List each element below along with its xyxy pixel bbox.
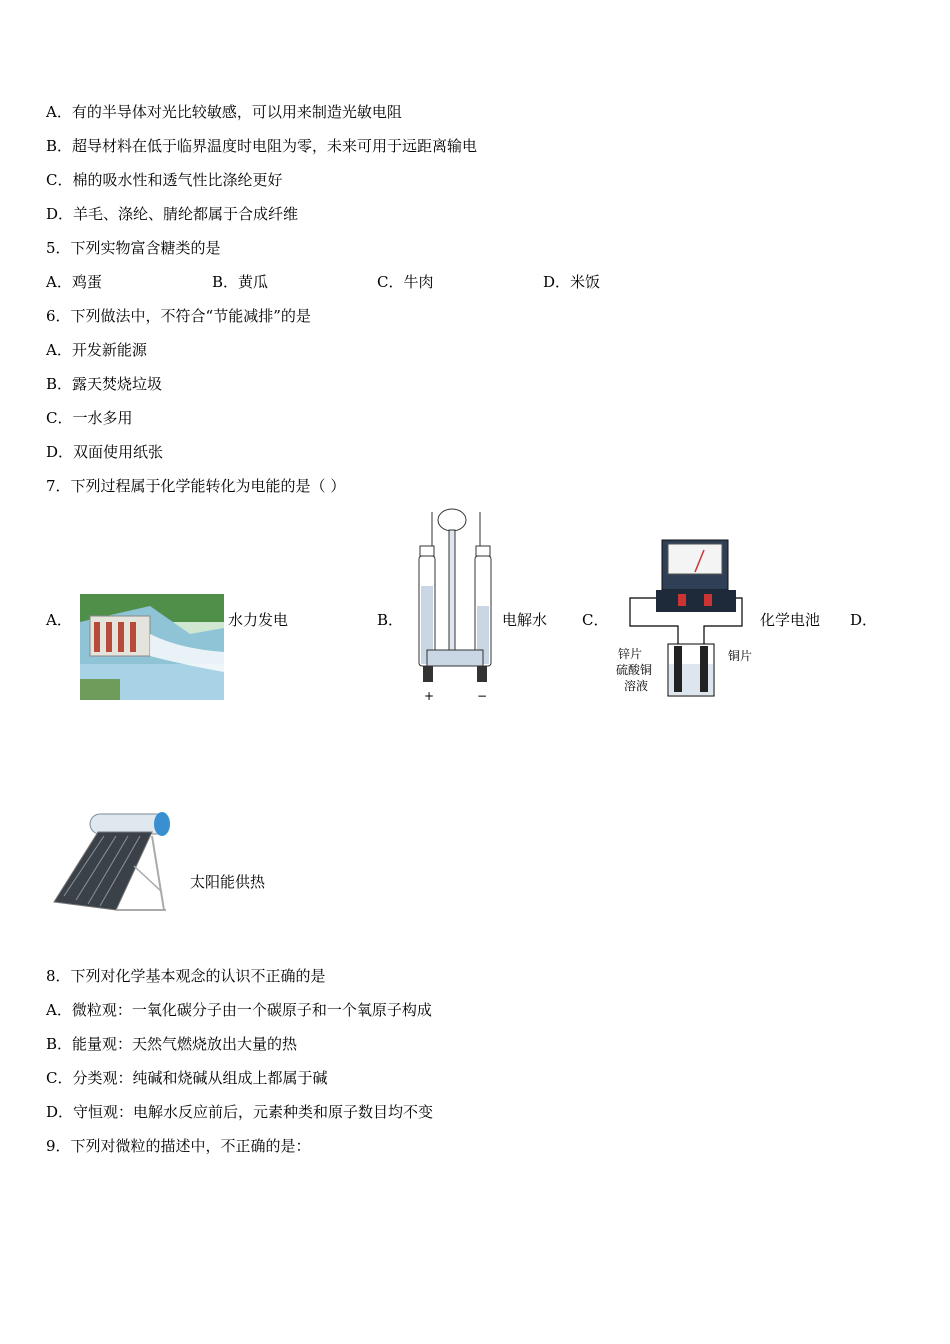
q8-option-a: A．微粒观：一氧化碳分子由一个碳原子和一个氧原子构成 xyxy=(46,1001,432,1019)
q5-option-c: C．牛肉 xyxy=(377,273,434,291)
q4-option-d: D．羊毛、涤纶、腈纶都属于合成纤维 xyxy=(46,205,299,223)
q6-stem: 6．下列做法中，不符合“节能减排”的是 xyxy=(46,307,311,325)
q5-option-b: B．黄瓜 xyxy=(212,273,269,291)
q4-option-b: B．超导材料在低于临界温度时电阻为零，未来可用于远距离输电 xyxy=(46,137,478,155)
q8-stem: 8．下列对化学基本观念的认识不正确的是 xyxy=(46,967,326,985)
q8-option-b: B．能量观：天然气燃烧放出大量的热 xyxy=(46,1035,298,1053)
q7-label-c: C． xyxy=(582,611,609,629)
caption-chemical-battery: 化学电池 xyxy=(760,611,821,629)
caption-hydropower: 水力发电 xyxy=(228,611,289,629)
q7-label-d: D． xyxy=(850,611,878,629)
positive-sign: + xyxy=(424,689,435,702)
caption-electrolysis: 电解水 xyxy=(502,611,548,629)
negative-sign: − xyxy=(477,689,488,702)
q9-stem: 9．下列对微粒的描述中，不正确的是： xyxy=(46,1137,311,1155)
q4-option-a: A．有的半导体对光比较敏感，可以用来制造光敏电阻 xyxy=(46,103,402,121)
battery-label-solution: 溶液 xyxy=(624,679,649,693)
q6-option-d: D．双面使用纸张 xyxy=(46,443,164,461)
battery-label-copper-sulfate: 硫酸铜 xyxy=(616,663,653,677)
battery-label-copper: 铜片 xyxy=(728,649,753,663)
caption-solar-heating: 太阳能供热 xyxy=(190,873,266,891)
battery-diagram xyxy=(612,536,758,702)
solar-heater-image xyxy=(44,806,174,926)
q5-option-d: D．米饭 xyxy=(543,273,601,291)
q5-stem: 5．下列实物富含糖类的是 xyxy=(46,239,221,257)
q6-option-c: C．一水多用 xyxy=(46,409,133,427)
q7-label-b: B． xyxy=(377,611,404,629)
q7-stem: 7．下列过程属于化学能转化为电能的是（ ） xyxy=(46,477,346,495)
q8-option-c: C．分类观：纯碱和烧碱从组成上都属于碱 xyxy=(46,1069,328,1087)
battery-label-zinc: 锌片 xyxy=(618,647,643,661)
q6-option-b: B．露天焚烧垃圾 xyxy=(46,375,163,393)
hydropower-image xyxy=(80,594,224,700)
q6-option-a: A．开发新能源 xyxy=(46,341,147,359)
q8-option-d: D．守恒观：电解水反应前后，元素种类和原子数目均不变 xyxy=(46,1103,434,1121)
q7-label-a: A． xyxy=(46,611,72,629)
electrolysis-diagram xyxy=(400,506,500,702)
q5-option-a: A．鸡蛋 xyxy=(46,273,102,291)
q4-option-c: C．棉的吸水性和透气性比涤纶更好 xyxy=(46,171,283,189)
